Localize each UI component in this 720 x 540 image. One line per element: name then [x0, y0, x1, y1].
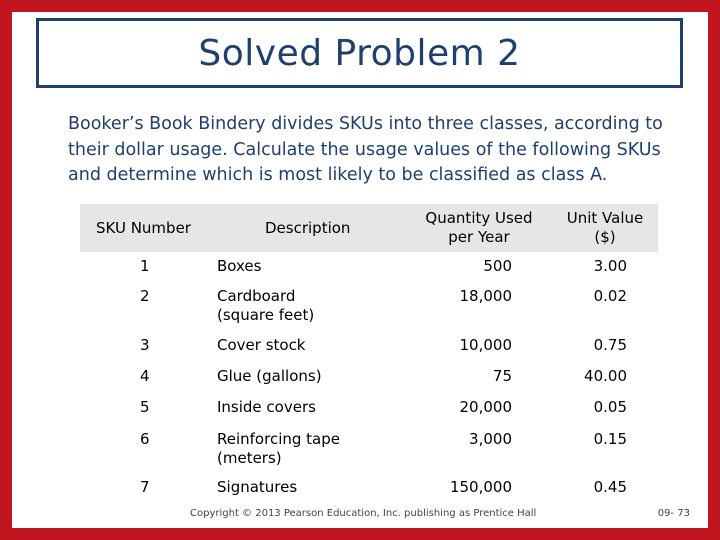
sku-quantity: 500 [483, 257, 512, 275]
sku-description-line2: (square feet) [217, 306, 315, 324]
sku-quantity: 20,000 [459, 398, 512, 416]
sku-number: 6 [140, 430, 150, 448]
sku-unit-value: 0.02 [593, 287, 627, 305]
sku-quantity: 18,000 [459, 287, 512, 305]
page-number: 09- 73 [657, 508, 690, 519]
sku-quantity: 3,000 [469, 430, 512, 448]
sku-number: 1 [140, 257, 150, 275]
copyright-footer: Copyright © 2013 Pearson Education, Inc. publishing as Prentice Hall [190, 508, 537, 519]
sku-number: 5 [140, 398, 150, 416]
red-border-left [0, 0, 12, 540]
sku-description: Boxes [217, 257, 262, 275]
sku-quantity: 150,000 [449, 478, 512, 496]
header-unit-line2: ($) [594, 228, 616, 246]
sku-description-line2: (meters) [217, 449, 282, 467]
red-border-right [708, 0, 720, 540]
red-border-bottom [0, 528, 720, 540]
header-sku: SKU Number [96, 219, 191, 237]
header-quantity [412, 209, 546, 247]
sku-unit-value: 0.75 [593, 336, 627, 354]
title-box [36, 18, 683, 88]
sku-unit-value: 0.45 [593, 478, 627, 496]
sku-description: Cardboard [217, 287, 296, 305]
sku-quantity: 75 [492, 367, 512, 385]
sku-number: 7 [140, 478, 150, 496]
intro-paragraph: Booker’s Book Bindery divides SKUs into three classes, according to their dollar usage. Calculate the usage values of the following SKUs and determine which is most likely to be classified as class A. [68, 114, 663, 185]
header-unit-line1: Unit Value [566, 209, 644, 227]
red-border-top [0, 0, 720, 12]
sku-unit-value: 0.05 [593, 398, 627, 416]
sku-number: 3 [140, 336, 150, 354]
header-description: Description [265, 219, 351, 237]
sku-description: Glue (gallons) [217, 367, 322, 385]
sku-unit-value: 40.00 [584, 367, 627, 385]
sku-unit-value: 0.15 [593, 430, 627, 448]
sku-number: 4 [140, 367, 150, 385]
header-quantity-line1: Quantity Used [425, 209, 533, 227]
slide-title: Solved Problem 2 [198, 32, 521, 74]
sku-description: Inside covers [217, 398, 316, 416]
sku-description: Signatures [217, 478, 298, 496]
sku-description: Cover stock [217, 336, 306, 354]
header-unit-value [555, 209, 655, 247]
sku-quantity: 10,000 [459, 336, 512, 354]
sku-unit-value: 3.00 [593, 257, 627, 275]
header-quantity-line2: per Year [448, 228, 510, 246]
sku-number: 2 [140, 287, 150, 305]
sku-description: Reinforcing tape [217, 430, 340, 448]
